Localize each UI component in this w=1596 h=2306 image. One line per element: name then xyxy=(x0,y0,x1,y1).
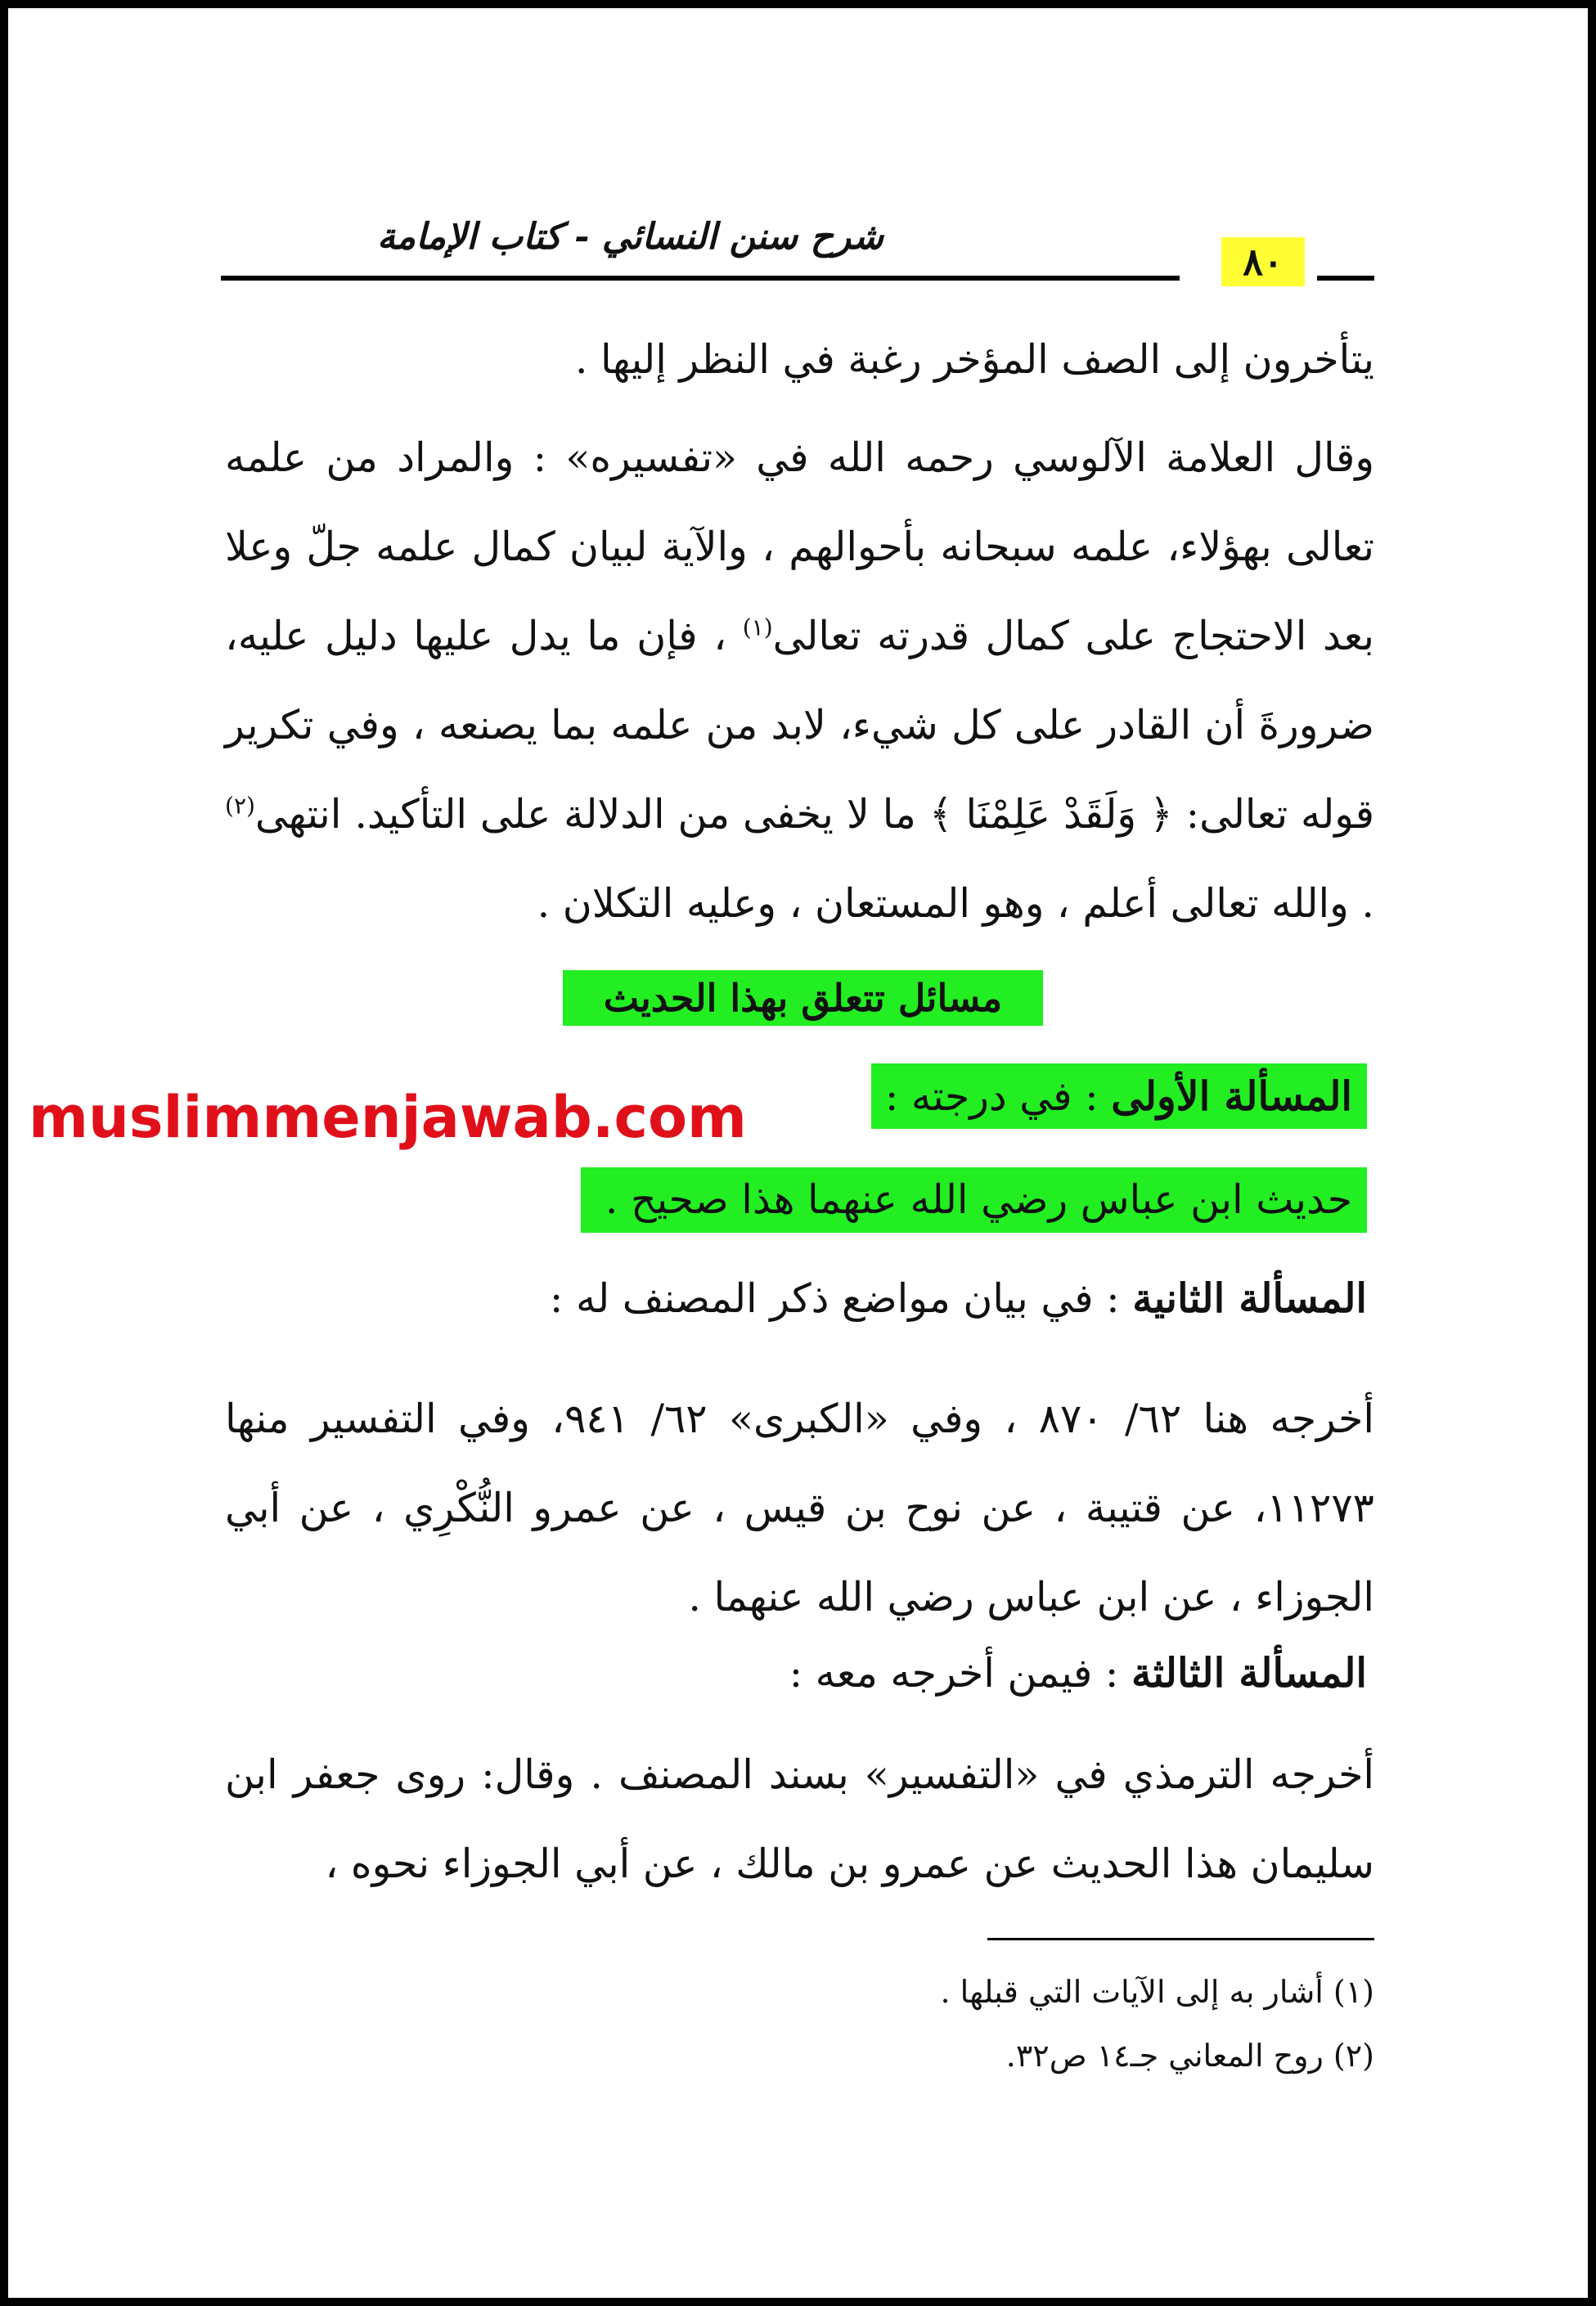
question-topic: : في درجته : xyxy=(884,1073,1112,1120)
footnote-divider xyxy=(987,1938,1374,1940)
book-title: شرح سنن النسائي - كتاب الإمامة xyxy=(376,216,883,258)
page-header xyxy=(221,205,1374,286)
paragraph-text: . والله تعالى أعلم ، وهو المستعان ، وعليه التكلان . xyxy=(537,880,1374,927)
page-number: ٨٠ xyxy=(1221,237,1305,286)
paragraph-alusi xyxy=(225,413,1374,948)
paragraph-1: يتأخرون إلى الصف المؤخر رغبة في النظر إليها . xyxy=(574,336,1374,383)
question-1-answer: حديث ابن عباس رضي الله عنهما هذا صحيح . xyxy=(581,1167,1367,1233)
watermark-text: muslimmenjawab.com xyxy=(29,1084,747,1151)
question-topic: : في بيان مواضع ذكر المصنف له : xyxy=(549,1275,1133,1322)
footnote-ref-2[interactable]: (٢) xyxy=(225,792,255,820)
question-1-heading xyxy=(871,1063,1367,1129)
question-label: المسألة الأولى xyxy=(1111,1072,1352,1120)
header-rule xyxy=(221,276,1180,281)
paragraph-tirmidhi: أخرجه الترمذي في «التفسير» بسند المصنف . وقال: روى جعفر ابن سليمان هذا الحديث عن عمرو بن مالك ، عن أبي الجوزاء نحوه ، xyxy=(225,1751,1374,1887)
paragraph-text: ، فإن ما يدل عليها دليل عليه، ضرورةَ أن القادر على كل شيء، لابد من علمه بما يصنعه ، وفي تكرير قوله تعالى: ﴿ وَلَقَدْ عَلِمْنَا ﴾ ما لا يخفى من الدلالة على التأكيد. انتهى xyxy=(225,613,1375,838)
question-3-heading xyxy=(789,1640,1367,1706)
header-rule-short xyxy=(1317,276,1374,281)
paragraph-text: وقال العلامة الآلوسي رحمه الله في «تفسيره» : والمراد من علمه تعالى بهؤلاء، علمه سبحانه بأحوالهم ، والآية لبيان كمال علمه جلّ وعلا بعد الاحتجاج على كمال قدرته تعالى xyxy=(225,434,1374,659)
footnote-ref-1[interactable]: (١) xyxy=(742,614,773,641)
footnote-2: (٢) روح المعاني جـ١٤ ص٣٢. xyxy=(1005,2038,1374,2074)
footnote-1: (١) أشار به إلى الآيات التي قبلها . xyxy=(940,1974,1374,2010)
paragraph-takhrij: أخرجه هنا ٦٢/ ٨٧٠ ، وفي «الكبرى» ٦٢/ ٩٤١، وفي التفسير منها ١١٢٧٣، عن قتيبة ، عن نوح بن قيس ، عن عمرو النُّكْرِي ، عن أبي الجوزاء ، عن ابن عباس رضي الله عنهما . xyxy=(225,1396,1374,1620)
question-2-heading xyxy=(550,1265,1367,1331)
question-topic: : فيمن أخرجه معه : xyxy=(789,1650,1131,1697)
question-label: المسألة الثالثة xyxy=(1131,1649,1367,1697)
question-label: المسألة الثانية xyxy=(1132,1274,1367,1322)
section-heading: مسائل تتعلق بهذا الحديث xyxy=(563,970,1043,1026)
